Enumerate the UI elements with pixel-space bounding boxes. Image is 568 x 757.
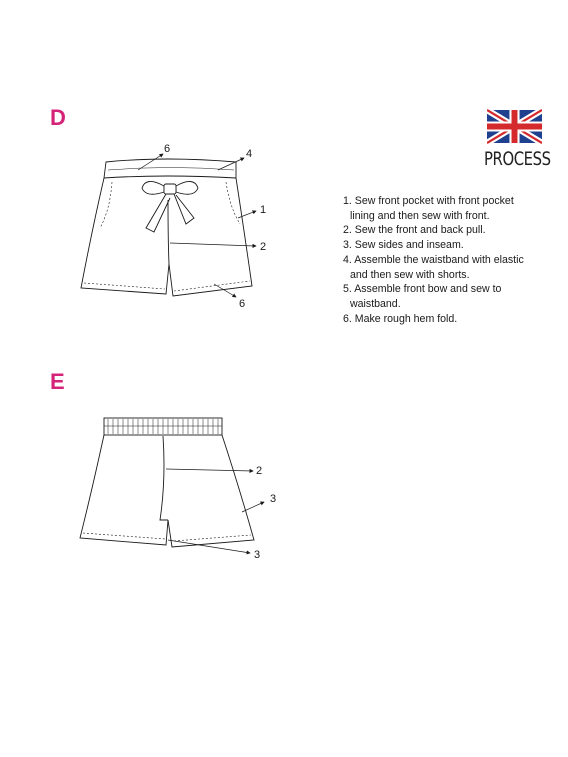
step-line-continued: waistband. [350, 297, 401, 310]
step-line-continued: lining and then sew with front. [350, 209, 490, 222]
d-hem-right [174, 281, 250, 291]
step-line: 1. Sew front pocket with front pocket [343, 195, 514, 207]
d-callout-4: 4 [246, 148, 253, 160]
d-waistband [104, 159, 236, 178]
d-callout-2: 2 [260, 241, 267, 253]
d-bow-left-loop [142, 181, 164, 194]
e-callout-3-inseam: 3 [254, 549, 261, 561]
d-bow-knot [164, 184, 176, 194]
e-hem-left [83, 533, 165, 539]
e-hem-right [174, 535, 251, 541]
d-bow-right-loop [176, 181, 198, 194]
d-callout-6-top: 6 [164, 143, 171, 155]
step-line: 4. Assemble the waistband with elastic [343, 253, 524, 266]
d-bow-right-tail [174, 194, 194, 224]
step-line: 3. Sew sides and inseam. [343, 239, 464, 252]
diagram-d-shorts [81, 159, 252, 296]
e-center-seam [160, 436, 168, 520]
step-line: 6. Make rough hem fold. [343, 312, 458, 325]
d-bow-left-tail [146, 194, 170, 232]
d-hem-left [84, 283, 165, 289]
step-line: 5. Assemble front bow and sew to [343, 283, 502, 296]
diagram-e-shorts [80, 418, 254, 547]
d-callout-1: 1 [260, 204, 267, 216]
d-shorts-body [81, 178, 252, 296]
d-front-seam [168, 200, 169, 264]
e-shorts-body [80, 435, 254, 547]
step-line-continued: and then sew with shorts. [350, 268, 470, 281]
e-callout-2: 2 [256, 465, 263, 477]
d-callout-6-hem: 6 [239, 298, 246, 310]
process-title: PROCESS [484, 148, 551, 170]
section-label-d: D [50, 105, 66, 130]
e-callout-3-side: 3 [270, 493, 277, 505]
section-label-e: E [50, 369, 65, 394]
step-line: 2. Sew the front and back pull. [343, 224, 486, 237]
